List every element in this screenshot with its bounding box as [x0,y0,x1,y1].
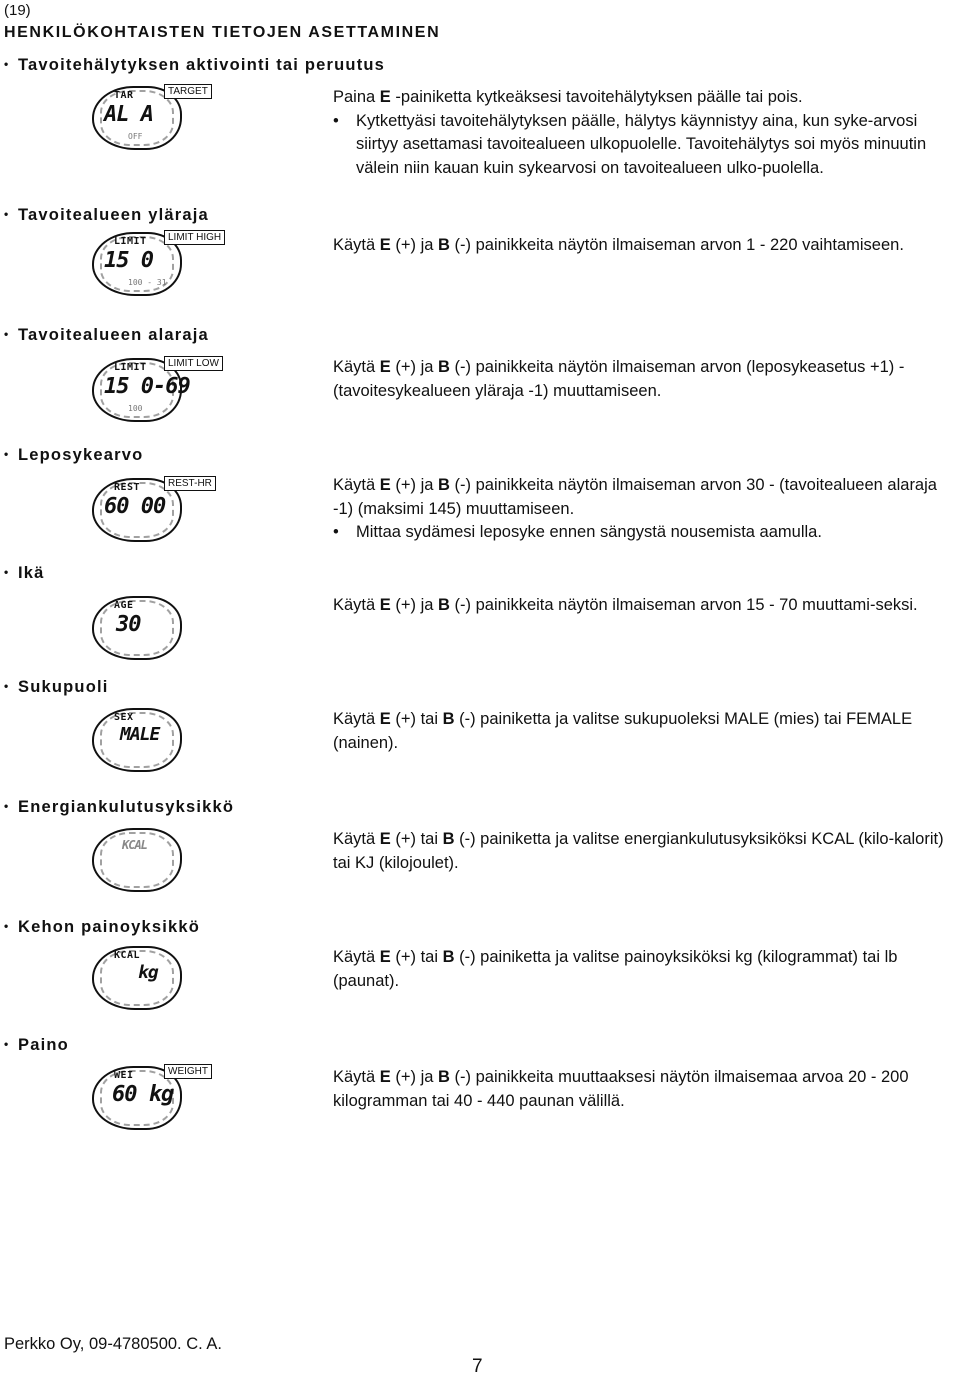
lcd-value: 30 [116,612,141,637]
display-tag: LIMIT LOW [164,356,223,371]
footer-company: Perkko Oy, 09-4780500. C. A. [4,1335,222,1353]
lcd-sub-value: 100 - 31 [128,278,167,287]
section-text-weight-unit: Käytä E (+) tai B (-) painiketta ja valitse painoyksiköksi kg (kilogrammat) tai lb (paunat). [333,948,898,990]
lcd-sub-value: 100 [128,404,143,413]
bullet-icon: • [4,447,10,461]
lcd-value: KCAL [122,838,147,852]
device-display-upper-limit [92,230,232,302]
display-tag: WEIGHT [164,1064,212,1079]
key-e: E [379,1068,391,1086]
section-text-lower-limit: Käytä E (+) ja B (-) painikkeita näytön ilmaiseman arvon (leposykeasetus +1) - (tavoitesykealueen yläraja -1) muuttamiseen. [333,358,905,400]
bullet-icon: • [4,679,10,693]
display-tag: TARGET [164,84,212,99]
device-display-sex [92,706,232,778]
section-heading-weight: • Paino [4,1036,69,1054]
section-text-rest-hr: Käytä E (+) ja B (-) painikkeita näytön ilmaiseman arvon 30 - (tavoitealueen alaraja -1) (maksimi 145) muuttamiseen. • Mittaa sydämesi leposyke ennen sängystä nousemista aamulla. [333,474,948,545]
bullet-note: • Mittaa sydämesi leposyke ennen sängystä nousemista aamulla. [333,523,822,541]
device-display-rest-hr [92,476,232,548]
key-b: B [442,830,455,848]
section-heading-target-alarm: • Tavoitehälytyksen aktivointi tai peruutus [4,56,386,74]
key-e: E [379,88,391,106]
key-e: E [379,236,391,254]
section-text-age: Käytä E (+) ja B (-) painikkeita näytön ilmaiseman arvon 15 - 70 muuttami-seksi. [333,596,918,614]
device-display-lower-limit [92,356,232,428]
display-tag: REST-HR [164,476,216,491]
page-number: 7 [472,1356,483,1377]
bullet-icon: • [4,919,10,933]
lcd-label: KCAL [114,950,141,961]
section-heading-sex: • Sukupuoli [4,678,109,696]
section-heading-rest-hr: • Leposykearvo [4,446,144,464]
bullet-note: • Kytkettyäsi tavoitehälytyksen päälle, hälytys käynnistyy aina, kun syke-arvosi siirtyy asettamasi tavoitealueen ulkopuolelle. Tavoitehälytys soi myös minuutin välein niin kauan kuin sykearvosi on tavoitealueen ulko-puolella. [333,111,927,177]
key-e: E [379,358,391,376]
device-display-target [92,84,232,156]
section-heading-upper-limit: • Tavoitealueen yläraja [4,206,209,224]
lcd-value: kg [138,962,158,983]
bullet-icon: • [4,327,10,341]
page-number-top: (19) [4,2,31,19]
lcd-sub-value: OFF [128,132,143,141]
lcd-value: 60 kg [112,1082,174,1107]
device-display-energy-unit [92,826,232,898]
section-heading-lower-limit: • Tavoitealueen alaraja [4,326,209,344]
display-tag: LIMIT HIGH [164,230,225,245]
section-heading-energy-unit: • Energiankulutusyksikkö [4,798,235,816]
key-b: B [438,358,450,376]
device-display-weight-unit [92,944,232,1016]
device-display-age [92,594,232,666]
lcd-label: SEX [114,712,134,723]
page-title: HENKILÖKOHTAISTEN TIETOJEN ASETTAMINEN [4,24,441,41]
key-b: B [438,1068,450,1086]
bullet-icon: • [4,207,10,221]
section-text-weight: Käytä E (+) ja B (-) painikkeita muuttaaksesi näytön ilmaisemaa arvoa 20 - 200 kilogramman tai 40 - 440 paunan välillä. [333,1068,909,1110]
lcd-value: 60 00 [104,494,166,519]
key-e: E [379,948,391,966]
key-e: E [379,830,391,848]
section-text-energy-unit: Käytä E (+) tai B (-) painiketta ja valitse energiankulutusyksiköksi KCAL (kilo-kalorit) tai KJ (kilojoulet). [333,830,944,872]
bullet-icon: • [4,799,10,813]
lcd-label: LIMIT [114,236,147,247]
bullet-icon: • [4,565,10,579]
key-e: E [379,596,391,614]
lcd-value: MALE [120,724,160,745]
lcd-label: REST [114,482,141,493]
bullet-icon: • [4,1037,10,1051]
lcd-label: LIMIT [114,362,147,373]
key-e: E [379,476,391,494]
key-b: B [438,236,450,254]
key-b: B [438,476,450,494]
lcd-value: 15 0-69 [104,374,190,399]
bullet-icon: • [4,57,10,71]
key-e: E [379,710,391,728]
lcd-label: WEI [114,1070,134,1081]
section-text-sex: Käytä E (+) tai B (-) painiketta ja valitse sukupuoleksi MALE (mies) tai FEMALE (nainen). [333,710,913,752]
section-heading-weight-unit: • Kehon painoyksikkö [4,918,201,936]
section-text-upper-limit: Käytä E (+) ja B (-) painikkeita näytön ilmaiseman arvon 1 - 220 vaihtamiseen. [333,236,904,254]
device-display-weight [92,1064,232,1136]
key-b: B [442,710,455,728]
lcd-value: AL A [104,102,153,127]
key-b: B [438,596,450,614]
section-text-target-alarm [333,86,948,180]
lcd-label: TAR [114,90,134,101]
lcd-label: AGE [114,600,134,611]
section-heading-age: • Ikä [4,564,45,582]
lcd-value: 15 0 [104,248,153,273]
instruction-line: Paina E -painiketta kytkeäksesi tavoitehälytyksen päälle tai pois. [333,88,803,106]
key-b: B [442,948,455,966]
